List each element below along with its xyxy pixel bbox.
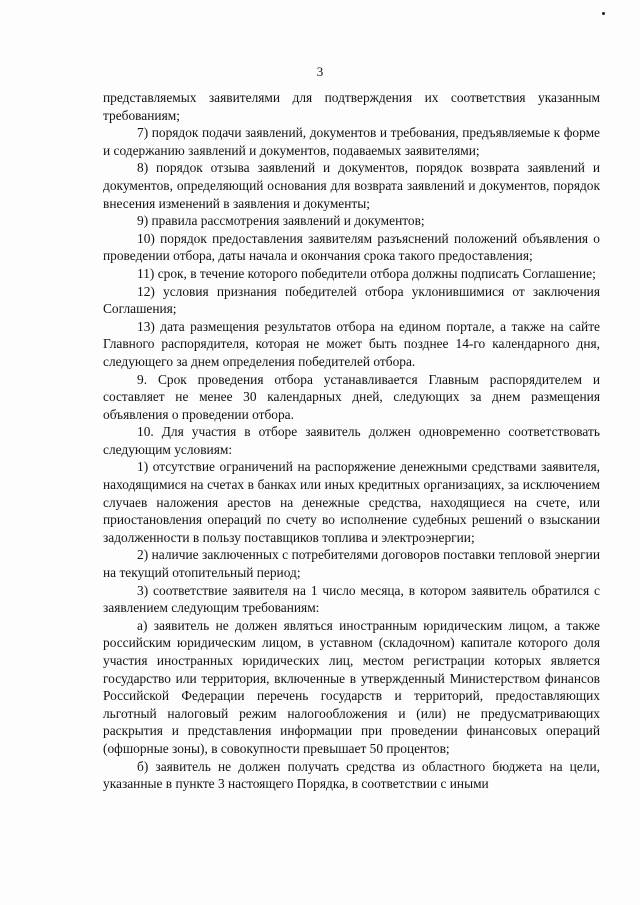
paragraph: 1) отсутствие ограничений на распоряжение денежными средствами заявителя, находящимися на счетах в банках или иных кредитных организациях, за исключением случаев наложения арестов на денежные средства, находящиеся на счете, или приостановления операций по счету во исполнение судебных решений о взыскании задолженности в пользу поставщиков топлива и электроэнергии; [103, 459, 600, 545]
paragraph: 12) условия признания победителей отбора уклонившимися от заключения Соглашения; [103, 283, 600, 317]
paragraph: представляемых заявителями для подтверждения их соответствия указанным требованиям; [103, 90, 600, 123]
paragraph: 2) наличие заключенных с потребителями договоров поставки тепловой энергии на текущий отопительный период; [103, 547, 600, 581]
paragraph: 11) срок, в течение которого победители отбора должны подписать Соглашение; [137, 265, 596, 281]
paragraph: 10) порядок предоставления заявителям разъяснений положений объявления о проведении отбора, даты начала и окончания срока такого предоставления; [103, 230, 600, 264]
paragraph: 9) правила рассмотрения заявлений и документов; [137, 213, 425, 229]
paragraph: 7) порядок подачи заявлений, документов и требования, предъявляемые к форме и содержанию заявлений и документов, подаваемых заявителями; [103, 125, 600, 158]
paragraph: б) заявитель не должен получать средства из областного бюджета на цели, указанные в пункте 3 настоящего Порядка, в соответствии с иными [103, 758, 600, 792]
paragraph: 8) порядок отзыва заявлений и документов, порядок возврата заявлений и документов, определяющий основания для возврата заявлений и документов, порядок внесения изменений в заявления и документы; [103, 160, 600, 211]
paragraph: 9. Срок проведения отбора устанавливается Главным распорядителем и составляет не менее 30 календарных дней, следующих за днем размещения объявления о проведении отбора. [103, 371, 600, 422]
document-body [103, 89, 600, 793]
paragraph: 10. Для участия в отборе заявитель должен одновременно соответствовать следующим условиям: [103, 424, 600, 457]
scan-speck [602, 12, 605, 15]
paragraph: 13) дата размещения результатов отбора на едином портале, а также на сайте Главного распорядителя, которая не может быть позднее 14-го календарного дня, следующего за днем определения победителей отбора. [103, 318, 600, 369]
paragraph: 3) соответствие заявителя на 1 число месяца, в котором заявитель обратился с заявлением следующим требованиям: [103, 582, 600, 616]
paragraph: а) заявитель не должен являться иностранным юридическим лицом, а также российским юридическим лицом, в уставном (складочном) капитале которого доля участия иностранных юридических лиц, местом регистрации которых является государство или территория, включенные в утвержденный Министерством финансов Российской Федерации перечень государств и территорий, предоставляющих льготный налоговый режим налогообложения и (или) не предусматривающих раскрытия и представления информации при проведении финансовых операций (офшорные зоны), в совокупности превышает 50 процентов; [103, 617, 600, 756]
page-number: 3 [316, 64, 324, 79]
